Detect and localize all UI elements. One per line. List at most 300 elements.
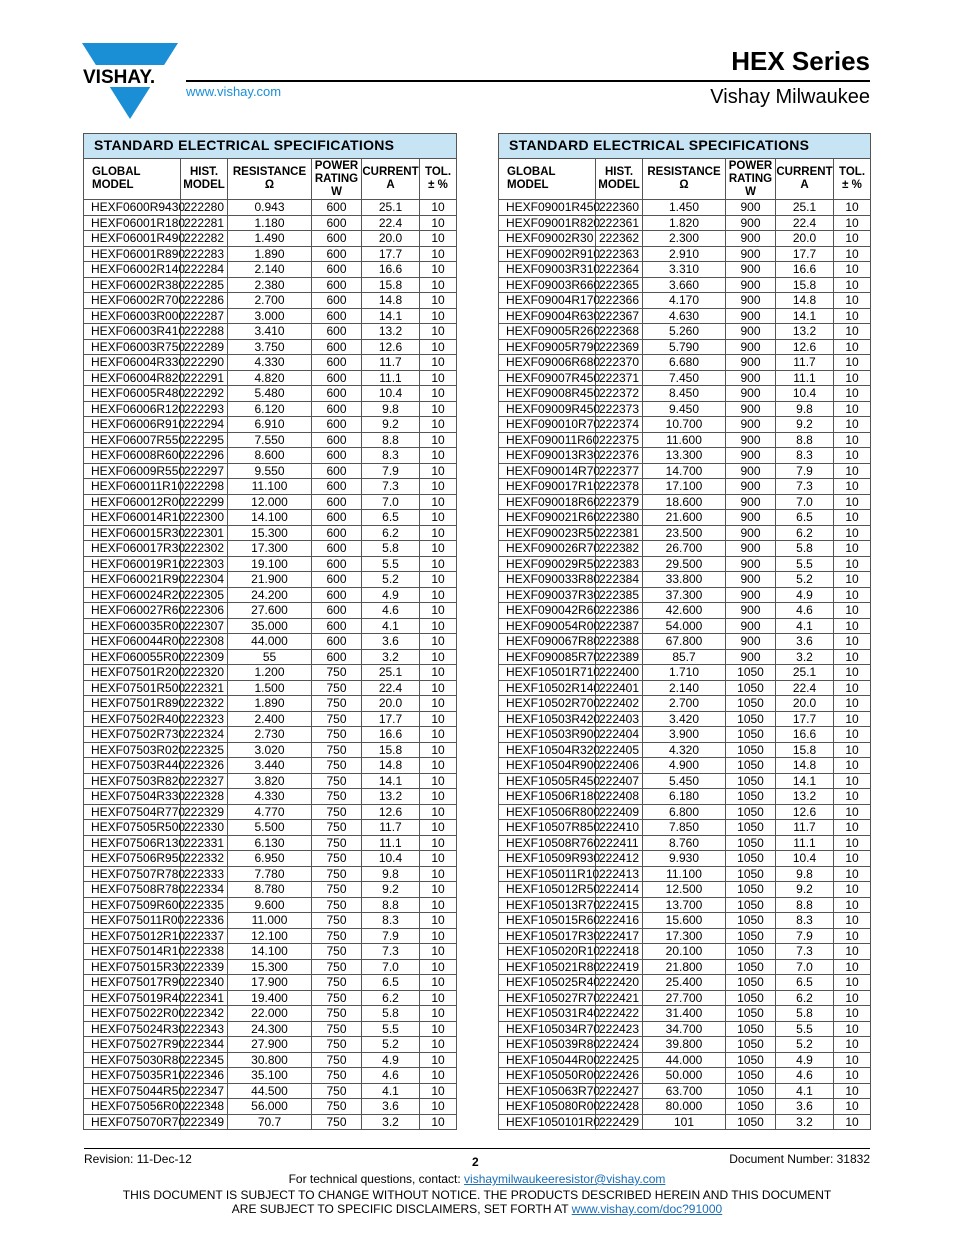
table-row [84, 1083, 457, 1099]
cell-resistance: 3.410 [228, 324, 312, 340]
contact-prefix: For technical questions, contact: [288, 1172, 465, 1186]
cell-resistance: 6.120 [228, 401, 312, 417]
table-row [84, 432, 457, 448]
cell-current: 15.8 [776, 277, 834, 293]
cell-resistance: 5.790 [643, 339, 726, 355]
cell-global-model: HEXF105011R10 [499, 866, 596, 882]
cell-tolerance: 10 [834, 975, 871, 991]
cell-resistance: 3.440 [228, 758, 312, 774]
cell-resistance: 22.000 [228, 1006, 312, 1022]
cell-current: 11.7 [362, 355, 420, 371]
cell-current: 4.1 [776, 618, 834, 634]
cell-resistance: 21.900 [228, 572, 312, 588]
cell-current: 15.8 [776, 742, 834, 758]
cell-global-model: HEXF07503R440 [84, 758, 181, 774]
table-row [84, 820, 457, 836]
cell-power-rating: 600 [312, 649, 362, 665]
cell-resistance: 3.750 [228, 339, 312, 355]
cell-power-rating: 750 [312, 727, 362, 743]
cell-hist-model: 222368 [596, 324, 643, 340]
cell-tolerance: 10 [420, 990, 457, 1006]
cell-current: 7.0 [776, 959, 834, 975]
cell-hist-model: 222348 [181, 1099, 228, 1115]
table-row [84, 665, 457, 681]
cell-power-rating: 1050 [726, 990, 776, 1006]
cell-power-rating: 600 [312, 246, 362, 262]
cell-current: 25.1 [776, 200, 834, 216]
cell-tolerance: 10 [420, 727, 457, 743]
table-row [499, 680, 871, 696]
table-row [499, 401, 871, 417]
cell-power-rating: 600 [312, 541, 362, 557]
cell-hist-model: 222378 [596, 479, 643, 495]
cell-hist-model: 222375 [596, 432, 643, 448]
table-row [84, 758, 457, 774]
cell-resistance: 2.910 [643, 246, 726, 262]
table-row [84, 262, 457, 278]
cell-resistance: 39.800 [643, 1037, 726, 1053]
cell-tolerance: 10 [420, 386, 457, 402]
cell-tolerance: 10 [834, 928, 871, 944]
cell-power-rating: 900 [726, 200, 776, 216]
cell-hist-model: 222379 [596, 494, 643, 510]
cell-resistance: 101 [643, 1114, 726, 1130]
table-row [84, 975, 457, 991]
cell-power-rating: 600 [312, 401, 362, 417]
cell-resistance: 1.820 [643, 215, 726, 231]
cell-resistance: 15.300 [228, 525, 312, 541]
cell-global-model: HEXF09007R450 [499, 370, 596, 386]
table-row [499, 696, 871, 712]
cell-hist-model: 222363 [596, 246, 643, 262]
col-header-model: GLOBAL MODEL [499, 159, 596, 200]
website-link[interactable]: www.vishay.com [186, 84, 282, 99]
cell-power-rating: 1050 [726, 758, 776, 774]
cell-current: 7.9 [776, 463, 834, 479]
cell-tolerance: 10 [834, 262, 871, 278]
cell-hist-model: 222427 [596, 1083, 643, 1099]
brand-wordmark: VISHAY. [83, 67, 156, 88]
cell-global-model: HEXF07504R330 [84, 789, 181, 805]
cell-tolerance: 10 [420, 587, 457, 603]
cell-hist-model: 222372 [596, 386, 643, 402]
cell-resistance: 23.500 [643, 525, 726, 541]
table-row [84, 510, 457, 526]
cell-tolerance: 10 [834, 882, 871, 898]
cell-global-model: HEXF09002R30 [499, 231, 596, 247]
cell-power-rating: 900 [726, 556, 776, 572]
cell-resistance: 15.600 [643, 913, 726, 929]
table-row [499, 355, 871, 371]
cell-global-model: HEXF060055R00 [84, 649, 181, 665]
cell-global-model: HEXF1050101R0 [499, 1114, 596, 1130]
cell-hist-model: 222370 [596, 355, 643, 371]
table-row [499, 804, 871, 820]
cell-power-rating: 1050 [726, 789, 776, 805]
header-row [499, 159, 871, 200]
table-row [84, 479, 457, 495]
cell-tolerance: 10 [420, 928, 457, 944]
table-row [84, 913, 457, 929]
cell-tolerance: 10 [834, 820, 871, 836]
cell-current: 17.7 [776, 711, 834, 727]
cell-tolerance: 10 [834, 680, 871, 696]
table-row [499, 448, 871, 464]
cell-current: 11.1 [776, 835, 834, 851]
table-row [84, 231, 457, 247]
spec-table-left [83, 133, 457, 1130]
cell-current: 7.9 [362, 463, 420, 479]
table-row [499, 944, 871, 960]
cell-global-model: HEXF090013R30 [499, 448, 596, 464]
cell-hist-model: 222404 [596, 727, 643, 743]
cell-tolerance: 10 [420, 572, 457, 588]
cell-tolerance: 10 [420, 525, 457, 541]
cell-tolerance: 10 [420, 277, 457, 293]
cell-hist-model: 222331 [181, 835, 228, 851]
cell-power-rating: 750 [312, 882, 362, 898]
cell-tolerance: 10 [420, 231, 457, 247]
cell-tolerance: 10 [834, 432, 871, 448]
cell-global-model: HEXF09004R630 [499, 308, 596, 324]
cell-power-rating: 750 [312, 742, 362, 758]
cell-global-model: HEXF07504R770 [84, 804, 181, 820]
cell-current: 4.6 [776, 603, 834, 619]
table-row [499, 417, 871, 433]
cell-hist-model: 222411 [596, 835, 643, 851]
cell-global-model: HEXF10509R930 [499, 851, 596, 867]
cell-hist-model: 222304 [181, 572, 228, 588]
table-row [84, 928, 457, 944]
table-row [499, 494, 871, 510]
cell-global-model: HEXF090054R00 [499, 618, 596, 634]
cell-tolerance: 10 [834, 308, 871, 324]
cell-hist-model: 222425 [596, 1052, 643, 1068]
table-row [84, 634, 457, 650]
cell-global-model: HEXF105015R60 [499, 913, 596, 929]
cell-hist-model: 222429 [596, 1114, 643, 1130]
cell-resistance: 11.100 [228, 479, 312, 495]
cell-power-rating: 600 [312, 324, 362, 340]
cell-current: 5.2 [362, 1037, 420, 1053]
cell-power-rating: 750 [312, 959, 362, 975]
cell-resistance: 2.730 [228, 727, 312, 743]
cell-resistance: 2.400 [228, 711, 312, 727]
cell-power-rating: 1050 [726, 1006, 776, 1022]
cell-global-model: HEXF10508R760 [499, 835, 596, 851]
cell-current: 14.8 [362, 293, 420, 309]
cell-tolerance: 10 [420, 556, 457, 572]
cell-current: 4.9 [362, 1052, 420, 1068]
cell-global-model: HEXF060021R90 [84, 572, 181, 588]
table-row [499, 525, 871, 541]
cell-current: 11.7 [776, 820, 834, 836]
cell-tolerance: 10 [420, 463, 457, 479]
cell-resistance: 4.770 [228, 804, 312, 820]
cell-tolerance: 10 [420, 417, 457, 433]
cell-current: 14.1 [362, 773, 420, 789]
table-row [499, 866, 871, 882]
cell-power-rating: 1050 [726, 665, 776, 681]
spec-table-right [498, 133, 871, 1130]
cell-resistance: 7.550 [228, 432, 312, 448]
table-row [84, 556, 457, 572]
cell-power-rating: 750 [312, 835, 362, 851]
cell-resistance: 27.600 [228, 603, 312, 619]
cell-power-rating: 750 [312, 773, 362, 789]
cell-power-rating: 600 [312, 587, 362, 603]
cell-tolerance: 10 [420, 355, 457, 371]
cell-current: 10.4 [776, 386, 834, 402]
cell-global-model: HEXF10505R450 [499, 773, 596, 789]
table-row [84, 1037, 457, 1053]
col-header-current: CURRENT A [776, 159, 834, 200]
cell-resistance: 13.700 [643, 897, 726, 913]
cell-power-rating: 900 [726, 603, 776, 619]
cell-hist-model: 222409 [596, 804, 643, 820]
table-row [499, 262, 871, 278]
cell-current: 25.1 [362, 665, 420, 681]
cell-resistance: 11.000 [228, 913, 312, 929]
cell-global-model: HEXF06006R910 [84, 417, 181, 433]
cell-power-rating: 750 [312, 1083, 362, 1099]
cell-hist-model: 222377 [596, 463, 643, 479]
cell-power-rating: 900 [726, 293, 776, 309]
cell-global-model: HEXF075070R70 [84, 1114, 181, 1130]
cell-resistance: 5.480 [228, 386, 312, 402]
col-header-model: GLOBAL MODEL [84, 159, 181, 200]
cell-current: 6.2 [776, 990, 834, 1006]
cell-hist-model: 222423 [596, 1021, 643, 1037]
cell-global-model: HEXF07505R500 [84, 820, 181, 836]
cell-resistance: 3.420 [643, 711, 726, 727]
cell-power-rating: 900 [726, 215, 776, 231]
table-row [84, 293, 457, 309]
table-row [84, 882, 457, 898]
contact-email-link[interactable]: vishaymilwaukeeresistor@vishay.com [464, 1172, 666, 1186]
cell-current: 8.8 [362, 897, 420, 913]
cell-resistance: 8.760 [643, 835, 726, 851]
cell-global-model: HEXF075030R80 [84, 1052, 181, 1068]
cell-global-model: HEXF075011R00 [84, 913, 181, 929]
cell-global-model: HEXF07501R890 [84, 696, 181, 712]
table-row [84, 463, 457, 479]
cell-tolerance: 10 [834, 1068, 871, 1084]
cell-hist-model: 222347 [181, 1083, 228, 1099]
cell-hist-model: 222297 [181, 463, 228, 479]
table-row [499, 308, 871, 324]
cell-hist-model: 222403 [596, 711, 643, 727]
cell-current: 4.1 [362, 1083, 420, 1099]
cell-global-model: HEXF105080R00 [499, 1099, 596, 1115]
cell-resistance: 12.100 [228, 928, 312, 944]
cell-resistance: 8.780 [228, 882, 312, 898]
table-row [499, 835, 871, 851]
cell-resistance: 17.300 [228, 541, 312, 557]
cell-power-rating: 750 [312, 1052, 362, 1068]
cell-tolerance: 10 [834, 401, 871, 417]
cell-tolerance: 10 [420, 1021, 457, 1037]
disclaimer-link[interactable]: www.vishay.com/doc?91000 [571, 1202, 723, 1216]
table-row [84, 711, 457, 727]
cell-global-model: HEXF060014R10 [84, 510, 181, 526]
cell-hist-model: 222366 [596, 293, 643, 309]
cell-tolerance: 10 [834, 494, 871, 510]
cell-resistance: 31.400 [643, 1006, 726, 1022]
table-row [499, 556, 871, 572]
cell-power-rating: 750 [312, 789, 362, 805]
cell-power-rating: 600 [312, 510, 362, 526]
cell-hist-model: 222287 [181, 308, 228, 324]
cell-hist-model: 222364 [596, 262, 643, 278]
cell-tolerance: 10 [834, 479, 871, 495]
cell-tolerance: 10 [834, 277, 871, 293]
table-row [84, 897, 457, 913]
cell-hist-model: 222286 [181, 293, 228, 309]
cell-hist-model: 222330 [181, 820, 228, 836]
cell-tolerance: 10 [834, 386, 871, 402]
table-row [84, 696, 457, 712]
cell-hist-model: 222326 [181, 758, 228, 774]
cell-power-rating: 750 [312, 1099, 362, 1115]
cell-resistance: 3.660 [643, 277, 726, 293]
cell-resistance: 4.320 [643, 742, 726, 758]
cell-power-rating: 1050 [726, 959, 776, 975]
table-row [84, 1006, 457, 1022]
cell-current: 9.8 [776, 401, 834, 417]
cell-global-model: HEXF09003R660 [499, 277, 596, 293]
cell-global-model: HEXF06008R600 [84, 448, 181, 464]
cell-resistance: 54.000 [643, 618, 726, 634]
cell-tolerance: 10 [420, 649, 457, 665]
cell-current: 6.5 [362, 510, 420, 526]
cell-hist-model: 222301 [181, 525, 228, 541]
cell-current: 22.4 [776, 215, 834, 231]
cell-resistance: 9.930 [643, 851, 726, 867]
cell-hist-model: 222371 [596, 370, 643, 386]
cell-global-model: HEXF06005R480 [84, 386, 181, 402]
cell-hist-model: 222345 [181, 1052, 228, 1068]
cell-power-rating: 600 [312, 634, 362, 650]
cell-global-model: HEXF060035R00 [84, 618, 181, 634]
table-row [499, 649, 871, 665]
cell-resistance: 4.330 [228, 789, 312, 805]
cell-power-rating: 1050 [726, 866, 776, 882]
cell-current: 13.2 [362, 324, 420, 340]
table-title: STANDARD ELECTRICAL SPECIFICATIONS [84, 134, 457, 159]
table-row [499, 231, 871, 247]
cell-hist-model: 222320 [181, 665, 228, 681]
cell-global-model: HEXF060015R30 [84, 525, 181, 541]
cell-tolerance: 10 [420, 680, 457, 696]
col-header-hist: HIST. MODEL [596, 159, 643, 200]
cell-current: 7.9 [776, 928, 834, 944]
cell-tolerance: 10 [420, 913, 457, 929]
cell-global-model: HEXF105031R40 [499, 1006, 596, 1022]
cell-current: 4.6 [362, 1068, 420, 1084]
cell-hist-model: 222284 [181, 262, 228, 278]
cell-tolerance: 10 [834, 835, 871, 851]
cell-resistance: 8.600 [228, 448, 312, 464]
cell-global-model: HEXF105039R80 [499, 1037, 596, 1053]
cell-tolerance: 10 [420, 1052, 457, 1068]
cell-power-rating: 750 [312, 1037, 362, 1053]
cell-current: 4.9 [776, 1052, 834, 1068]
cell-global-model: HEXF105044R00 [499, 1052, 596, 1068]
table-row [84, 835, 457, 851]
cell-power-rating: 600 [312, 293, 362, 309]
cell-current: 13.2 [776, 324, 834, 340]
cell-power-rating: 750 [312, 711, 362, 727]
cell-power-rating: 1050 [726, 851, 776, 867]
cell-power-rating: 900 [726, 417, 776, 433]
cell-resistance: 14.100 [228, 510, 312, 526]
cell-power-rating: 1050 [726, 1052, 776, 1068]
cell-current: 4.9 [362, 587, 420, 603]
cell-power-rating: 600 [312, 355, 362, 371]
cell-resistance: 35.100 [228, 1068, 312, 1084]
cell-current: 5.5 [362, 556, 420, 572]
cell-power-rating: 1050 [726, 1037, 776, 1053]
cell-hist-model: 222413 [596, 866, 643, 882]
cell-current: 25.1 [776, 665, 834, 681]
cell-hist-model: 222295 [181, 432, 228, 448]
cell-current: 7.3 [776, 479, 834, 495]
cell-power-rating: 750 [312, 975, 362, 991]
cell-global-model: HEXF105050R00 [499, 1068, 596, 1084]
cell-hist-model: 222385 [596, 587, 643, 603]
cell-tolerance: 10 [420, 959, 457, 975]
cell-global-model: HEXF09006R680 [499, 355, 596, 371]
table-row [84, 525, 457, 541]
cell-global-model: HEXF090018R60 [499, 494, 596, 510]
cell-global-model: HEXF090017R10 [499, 479, 596, 495]
cell-global-model: HEXF06002R700 [84, 293, 181, 309]
page-number: 2 [472, 1155, 479, 1169]
cell-resistance: 7.450 [643, 370, 726, 386]
cell-tolerance: 10 [834, 1021, 871, 1037]
cell-hist-model: 222389 [596, 649, 643, 665]
cell-hist-model: 222306 [181, 603, 228, 619]
table-row [84, 1021, 457, 1037]
cell-power-rating: 1050 [726, 820, 776, 836]
cell-power-rating: 900 [726, 649, 776, 665]
cell-tolerance: 10 [834, 370, 871, 386]
cell-resistance: 1.200 [228, 665, 312, 681]
cell-current: 9.8 [776, 866, 834, 882]
cell-resistance: 44.500 [228, 1083, 312, 1099]
cell-global-model: HEXF07508R780 [84, 882, 181, 898]
cell-global-model: HEXF090037R30 [499, 587, 596, 603]
table-row [499, 882, 871, 898]
cell-current: 16.6 [776, 727, 834, 743]
cell-global-model: HEXF075056R00 [84, 1099, 181, 1115]
table-row [84, 680, 457, 696]
table-row [499, 1006, 871, 1022]
cell-global-model: HEXF06003R410 [84, 324, 181, 340]
cell-global-model: HEXF060027R60 [84, 603, 181, 619]
cell-current: 14.8 [776, 758, 834, 774]
cell-hist-model: 222408 [596, 789, 643, 805]
cell-power-rating: 1050 [726, 944, 776, 960]
table-row [499, 510, 871, 526]
cell-tolerance: 10 [834, 773, 871, 789]
cell-tolerance: 10 [834, 711, 871, 727]
cell-tolerance: 10 [420, 944, 457, 960]
cell-hist-model: 222374 [596, 417, 643, 433]
cell-global-model: HEXF090023R50 [499, 525, 596, 541]
table-row [499, 541, 871, 557]
